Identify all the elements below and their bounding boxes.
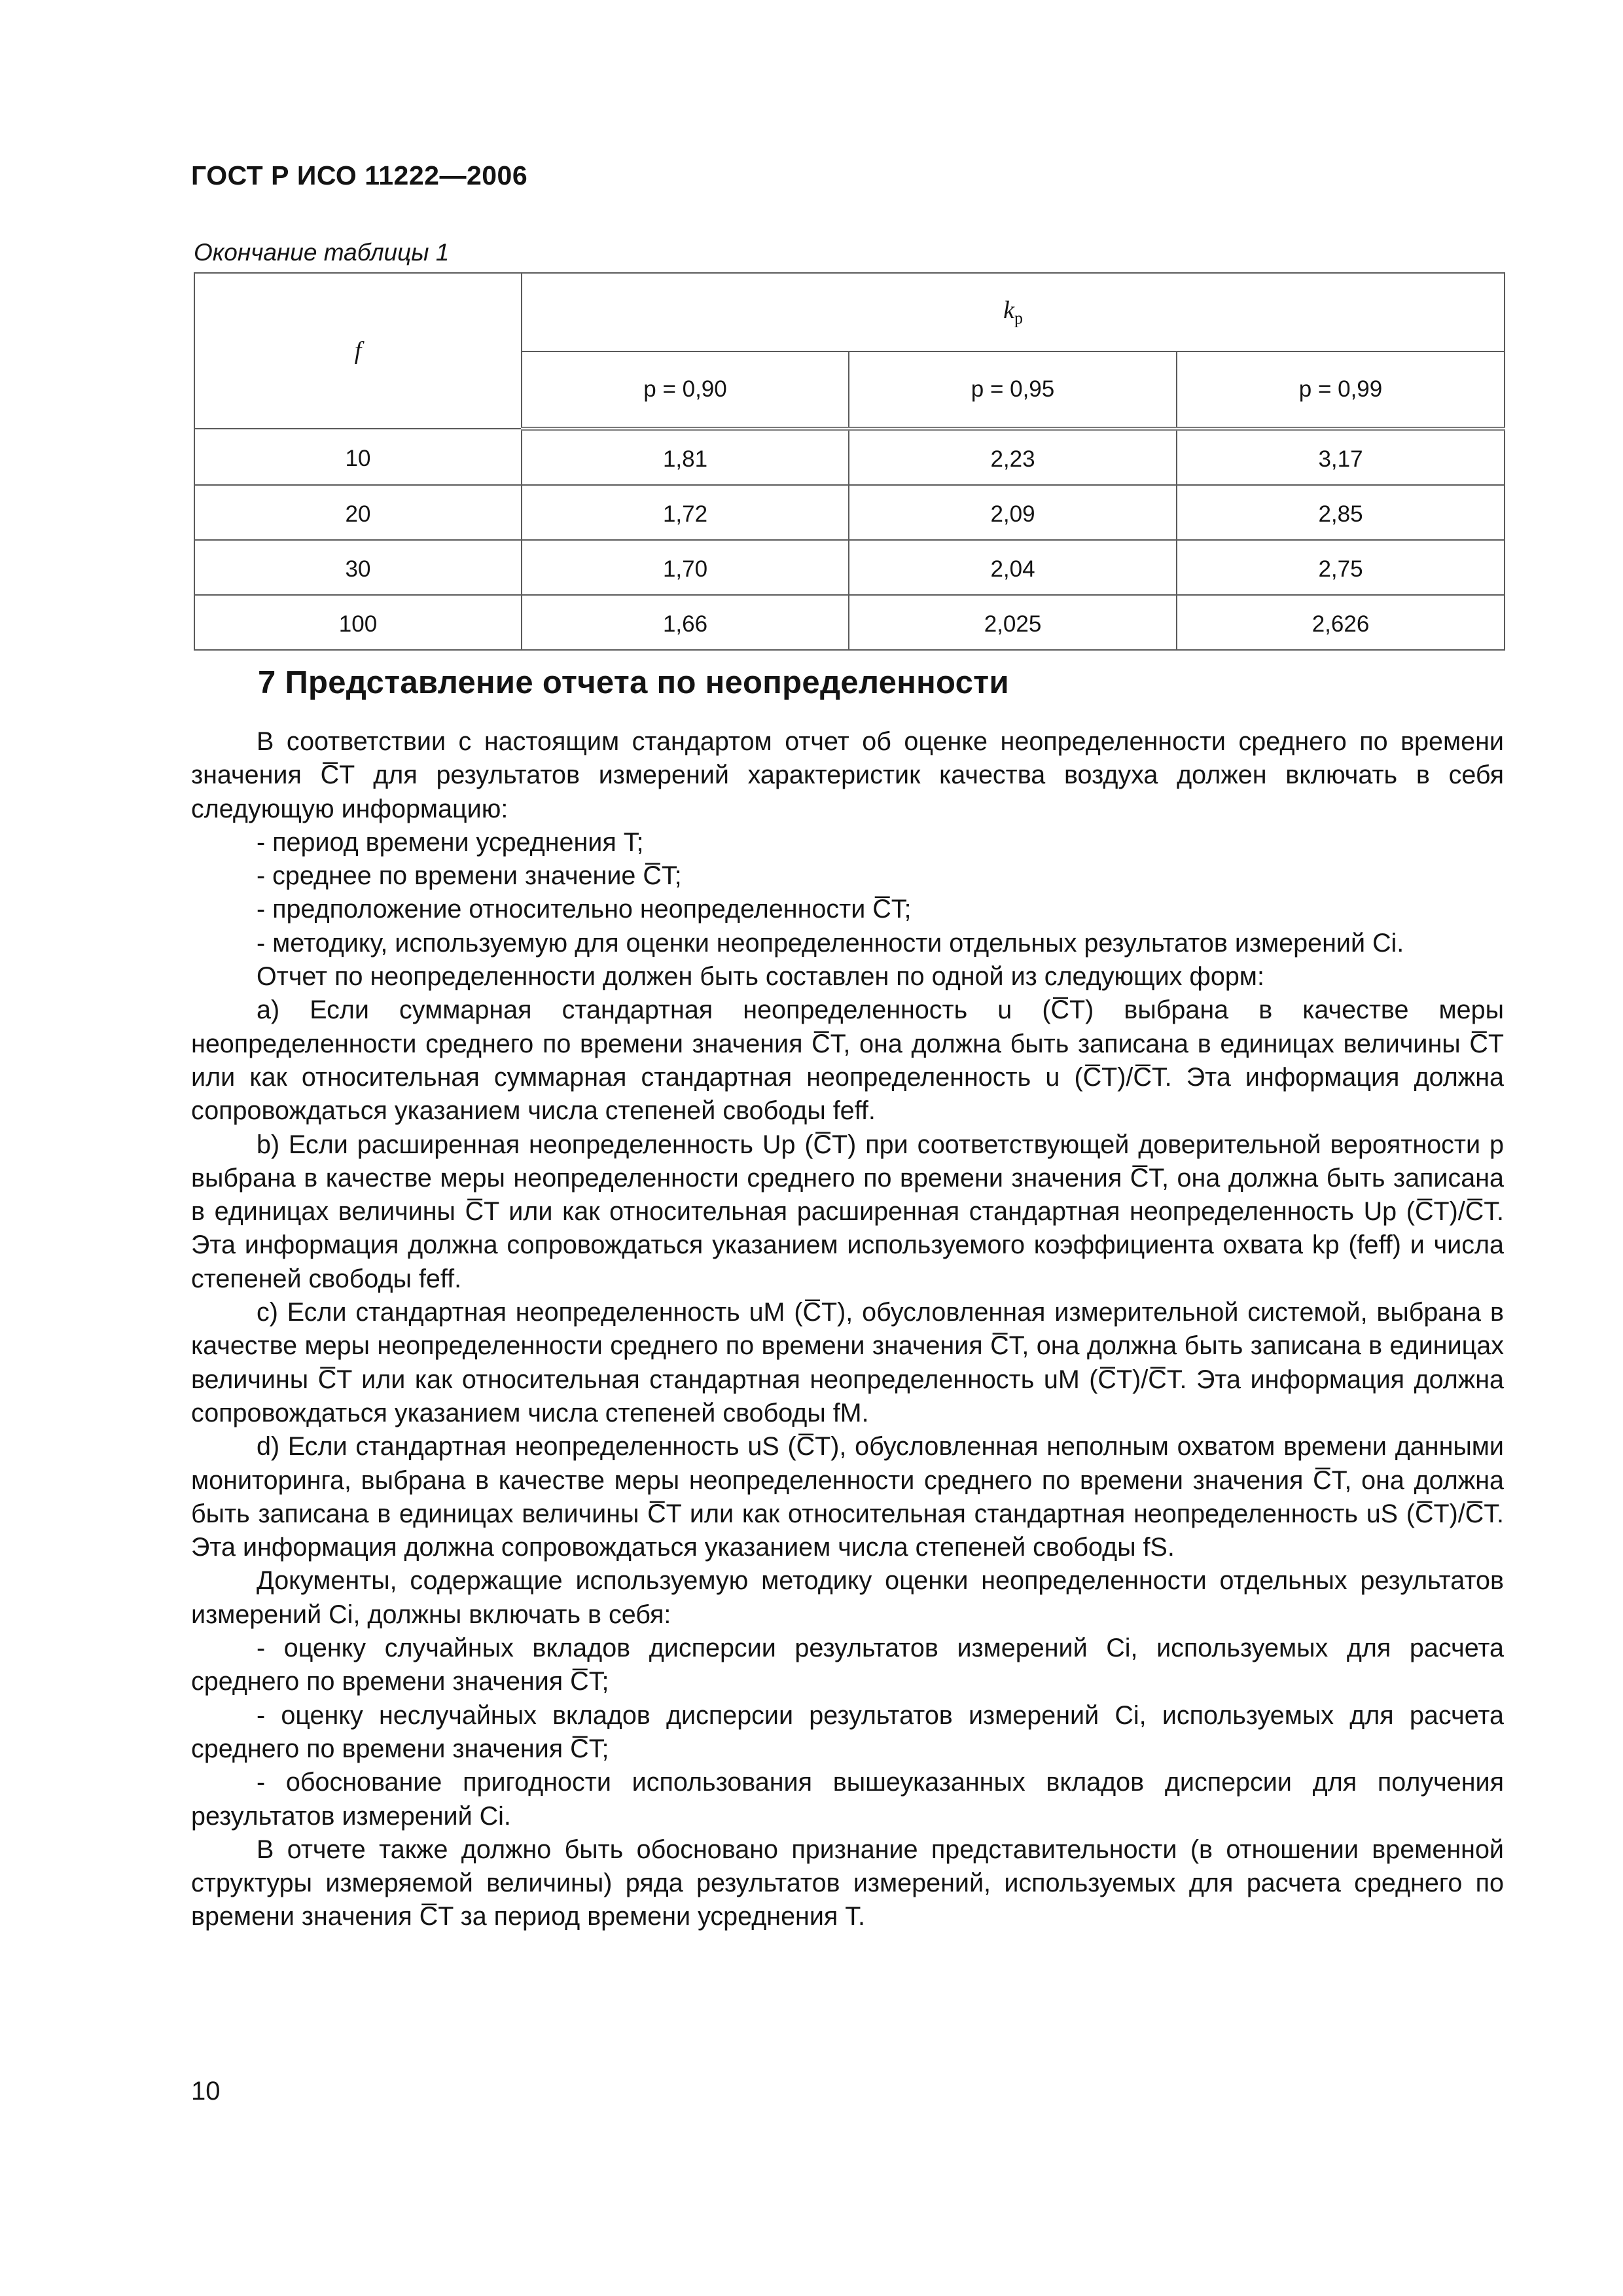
- col-header: p = 0,95: [849, 351, 1177, 429]
- f-header: f: [194, 273, 522, 429]
- table-caption: Окончание таблицы 1: [194, 239, 450, 266]
- paragraph-a: a) Если суммарная стандартная неопределенность u (C̅T) выбрана в качестве меры неопределенности среднего по времени значения C̅T, она должна быть записана в единицах величины C̅T или как относительная суммарная стандартная неопределенность u (C̅T)/C̅T. Эта информация должна сопровождаться указанием числа степеней свободы feff.: [191, 996, 1504, 1126]
- paragraph: В соответствии с настоящим стандартом отчет об оценке неопределенности среднего по времени значения C̅T для результатов измерений характеристик качества воздуха должен включать в себя следующую информацию:: [191, 727, 1504, 823]
- list-item: - предположение относительно неопределенности C̅T;: [257, 895, 912, 924]
- paragraph-b: b) Если расширенная неопределенность Up (C̅T) при соответствующей доверительной вероятности p выбрана в качестве меры неопределенности среднего по времени значения C̅T, она должна быть записана в единицах величины C̅T или как относительная расширенная стандартная неопределенность Up (C̅T)/C̅T. Эта информация должна сопровождаться указанием используемого коэффициента охвата kp (feff) и числа степеней свободы feff.: [191, 1130, 1504, 1293]
- paragraph-d: d) Если стандартная неопределенность uS (C̅T), обусловленная неполным охватом времени данными мониторинга, выбрана в качестве меры неопределенности среднего по времени значения C̅T, она должна быть записана в единицах величины C̅T или как относительная стандартная неопределенность uS (C̅T)/C̅T. Эта информация должна сопровождаться указанием числа степеней свободы fS.: [191, 1432, 1504, 1562]
- paragraph: В отчете также должно быть обосновано признание представительности (в отношении временной структуры измеряемой величины) ряда результатов измерений, используемых для расчета среднего по времени значения C̅T за период времени усреднения T.: [191, 1835, 1504, 1931]
- table-row: 100 1,66 2,025 2,626: [194, 595, 1505, 650]
- col-header: p = 0,99: [1177, 351, 1505, 429]
- table-row: 30 1,70 2,04 2,75: [194, 540, 1505, 595]
- table-row: 10 1,81 2,23 3,17: [194, 429, 1505, 485]
- paragraph-c: c) Если стандартная неопределенность uM (C̅T), обусловленная измерительной системой, выбрана в качестве меры неопределенности среднего по времени значения C̅T, она должна быть записана в единицах величины C̅T или как относительная стандартная неопределенность uM (C̅T)/C̅T. Эта информация должна сопровождаться указанием числа степеней свободы fM.: [191, 1298, 1504, 1427]
- kp-header: $k_p$: [522, 273, 1505, 351]
- document-code: ГОСТ Р ИСО 11222—2006: [191, 160, 528, 190]
- list-item: - обоснование пригодности использования вышеуказанных вкладов дисперсии для получения результатов измерений Ci.: [191, 1768, 1504, 1831]
- table-1: [194, 272, 1505, 651]
- col-header: p = 0,90: [522, 351, 849, 429]
- page-number: 10: [191, 2077, 221, 2106]
- list-item: - период времени усреднения T;: [257, 827, 644, 857]
- list-item: - оценку неслучайных вкладов дисперсии результатов измерений Ci, используемых для расчета среднего по времени значения C̅T;: [191, 1700, 1504, 1763]
- paragraph: Отчет по неопределенности должен быть составлен по одной из следующих форм:: [257, 962, 1264, 992]
- list-item: - оценку случайных вкладов дисперсии результатов измерений Ci, используемых для расчета среднего по времени значения C̅T;: [191, 1634, 1504, 1696]
- section-body: [191, 725, 1504, 1934]
- section-title: 7 Представление отчета по неопределенности: [258, 665, 1009, 700]
- table-row: 20 1,72 2,09 2,85: [194, 485, 1505, 540]
- paragraph: Документы, содержащие используемую методику оценки неопределенности отдельных результатов измерений Ci, должны включать в себя:: [191, 1566, 1504, 1629]
- list-item: - методику, используемую для оценки неопределенности отдельных результатов измерений Ci.: [257, 928, 1404, 958]
- list-item: - среднее по времени значение C̅T;: [257, 861, 682, 891]
